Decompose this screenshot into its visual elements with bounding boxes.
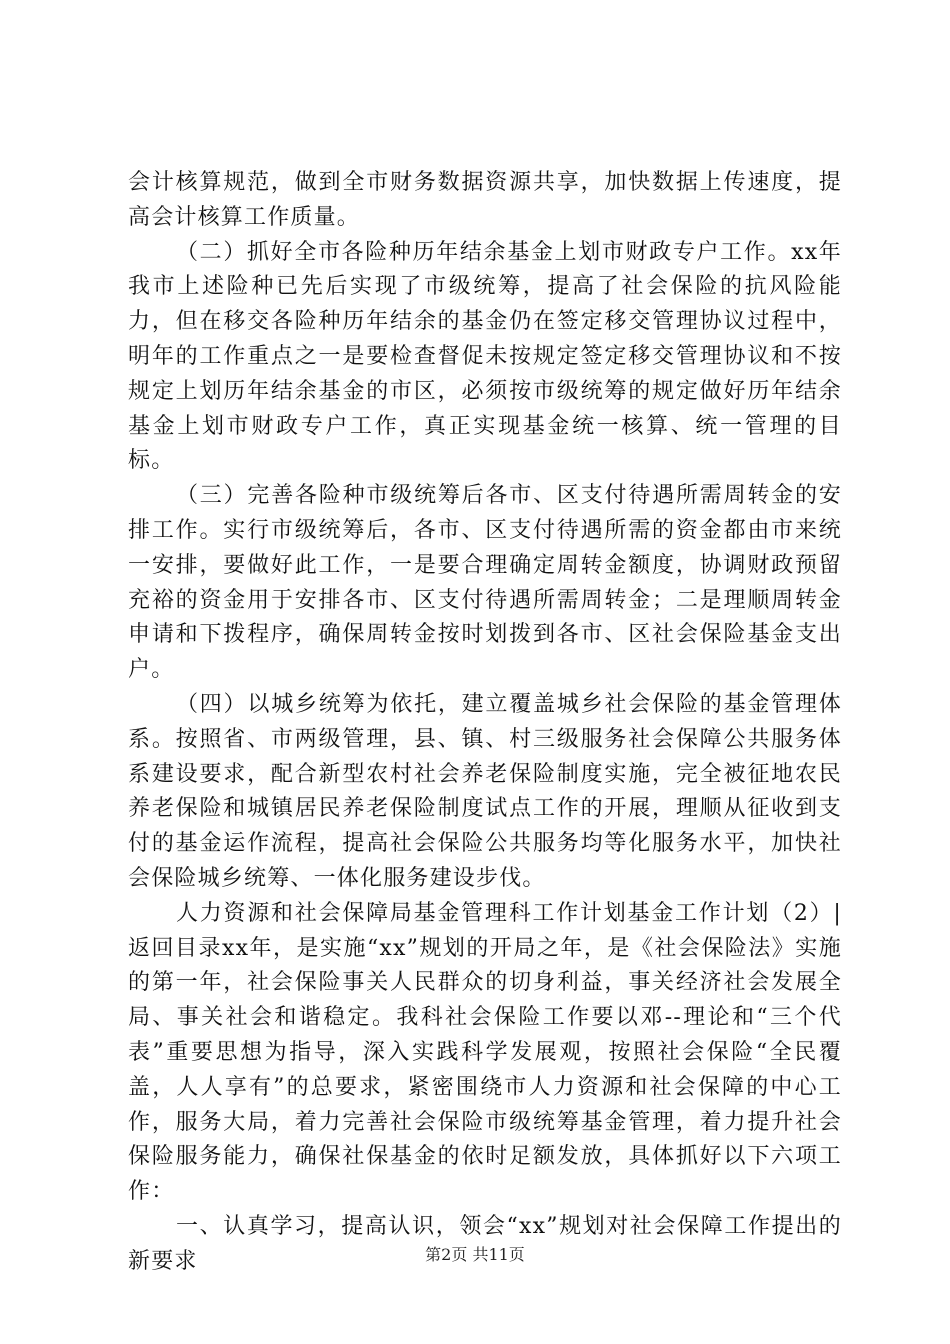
paragraph-6: 一、认真学习，提高认识，领会“xx”规划对社会保障工作提出的新要求 <box>128 1213 842 1274</box>
paragraph-3: （三）完善各险种市级统筹后各市、区支付待遇所需周转金的安排工作。实行市级统筹后，各市、区支付待遇所需的资金都由市来统一安排，要做好此工作，一是要合理确定周转金额度，协调财政预留充裕的资金用于安排各市、区支付待遇所需周转金；二是理顺周转金申请和下拨程序，确保周转金按时划拨到各市、区社会保险基金支出户。 <box>128 483 842 683</box>
paragraph-4: （四）以城乡统筹为依托，建立覆盖城乡社会保险的基金管理体系。按照省、市两级管理，县、镇、村三级服务社会保障公共服务体系建设要求，配合新型农村社会养老保险制度实施，完全被征地农民养老保险和城镇居民养老保险制度试点工作的开展，理顺从征收到支付的基金运作流程，提高社会保险公共服务均等化服务水平，加快社会保险城乡统筹、一体化服务建设步伐。 <box>128 691 842 891</box>
paragraph-1: 会计核算规范，做到全市财务数据资源共享，加快数据上传速度，提高会计核算工作质量。 <box>128 170 842 230</box>
paragraph-5: 人力资源和社会保障局基金管理科工作计划基金工作计划（2）|返回目录xx年，是实施“xx”规划的开局之年，是《社会保险法》实施的第一年，社会保险事关人民群众的切身利益，事关经济社会发展全局、事关社会和谐稳定。我科社会保险工作要以邓--理论和“三个代表”重要思想为指导，深入实践科学发展观，按照社会保险“全民覆盖，人人享有”的总要求，紧密围绕市人力资源和社会保障的中心工作，服务大局，着力完善社会保险市级统筹基金管理，着力提升社会保险服务能力，确保社保基金的依时足额发放，具体抓好以下六项工作： <box>128 900 842 1205</box>
page-number-footer: 第2页 共11页 <box>425 1245 525 1264</box>
paragraph-2: （二）抓好全市各险种历年结余基金上划市财政专户工作。xx年我市上述险种已先后实现了市级统筹，提高了社会保险的抗风险能力，但在移交各险种历年结余的基金仍在签定移交管理协议过程中，明年的工作重点之一是要检查督促未按规定签定移交管理协议和不按规定上划历年结余基金的市区，必须按市级统筹的规定做好历年结余基金上划市财政专户工作，真正实现基金统一核算、统一管理的目标。 <box>128 239 842 474</box>
document-body <box>128 166 842 1280</box>
